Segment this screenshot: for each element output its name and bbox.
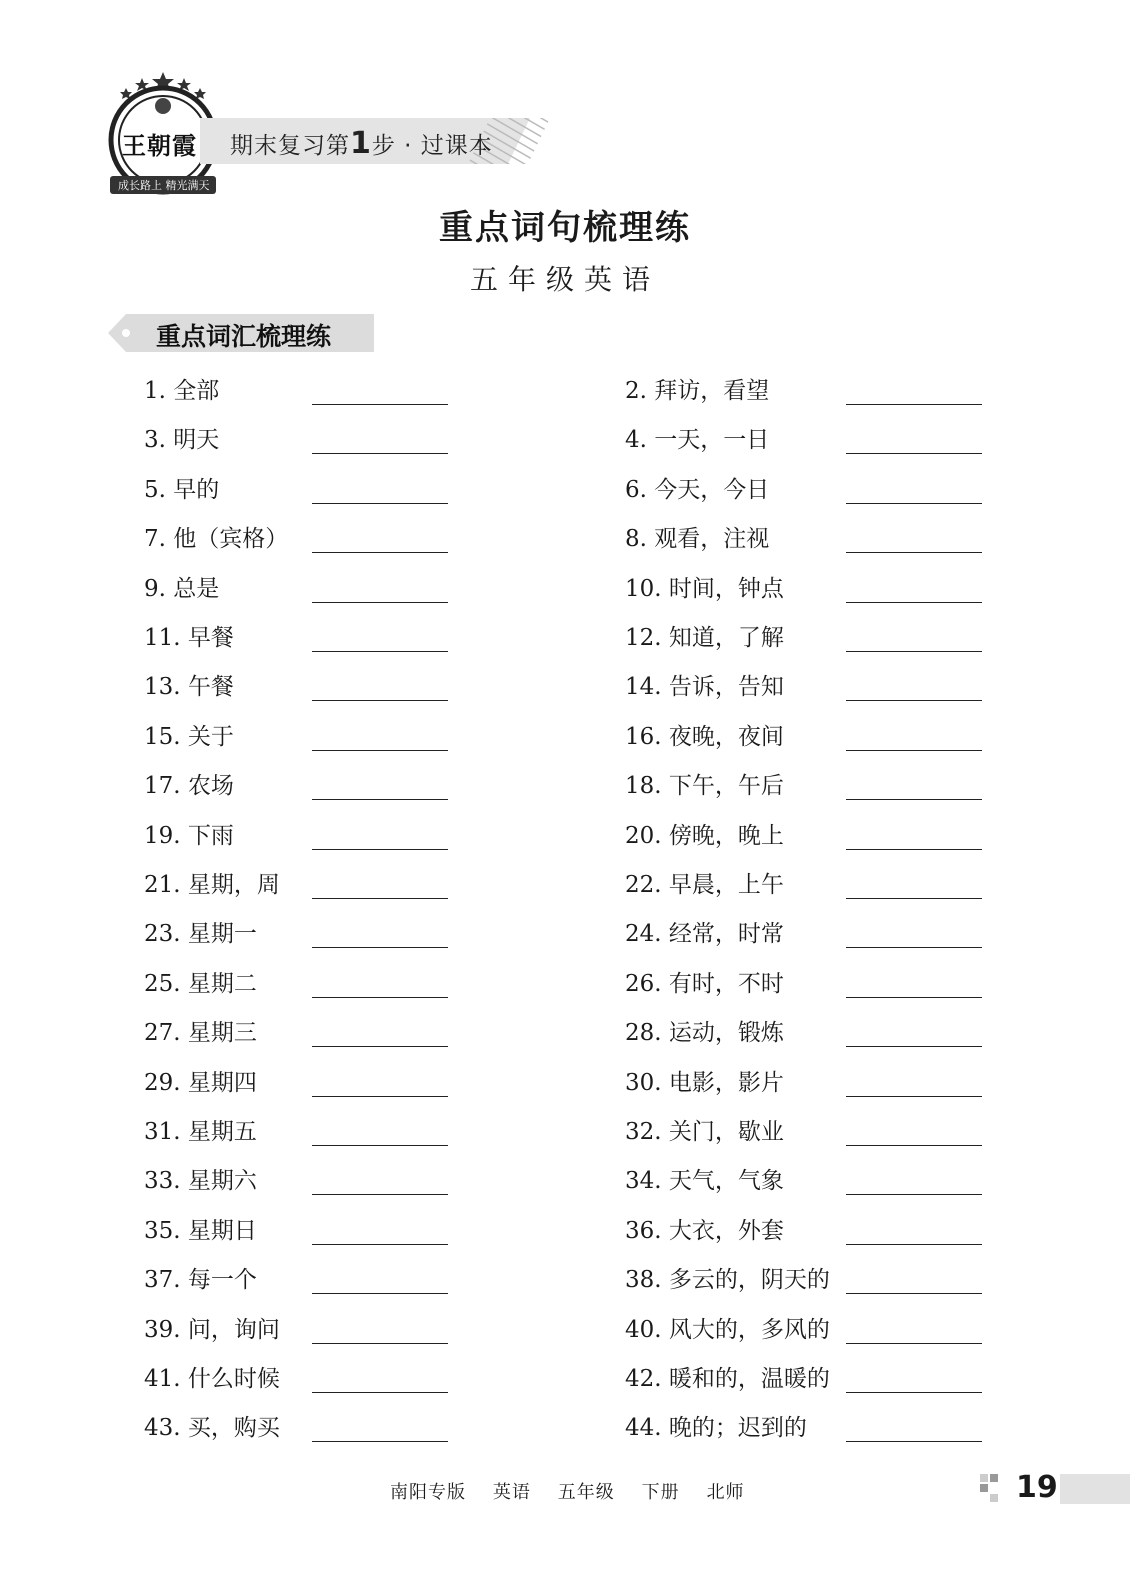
page-title: 重点词句梳理练 — [439, 208, 691, 248]
answer-blank[interactable] — [312, 898, 448, 899]
vocab-item — [144, 1008, 504, 1048]
vocab-label: 19. 下雨 — [144, 822, 234, 849]
vocab-label: 42. 暖和的，温暖的 — [625, 1366, 830, 1392]
vocab-label: 9. 总是 — [144, 575, 220, 602]
vocab-label: 38. 多云的，阴天的 — [625, 1267, 830, 1294]
answer-blank[interactable] — [846, 651, 982, 652]
answer-blank[interactable] — [846, 1244, 982, 1245]
vocab-label: 20. 傍晚，晚上 — [625, 822, 784, 849]
vocab-label: 39. 问，询问 — [144, 1316, 280, 1343]
answer-blank[interactable] — [846, 602, 982, 603]
answer-blank[interactable] — [312, 700, 448, 701]
answer-blank[interactable] — [312, 849, 448, 850]
section-title: 重点词汇梳理练 — [156, 322, 332, 351]
vocab-item — [144, 1058, 504, 1098]
vocab-item — [144, 613, 504, 653]
vocab-label: 31. 星期五 — [144, 1119, 257, 1145]
section-tag — [108, 312, 374, 354]
vocab-label: 24. 经常，时常 — [625, 921, 784, 948]
vocab-label: 44. 晚的；迟到的 — [625, 1415, 807, 1442]
page-subtitle: 五年级英语 — [469, 263, 660, 296]
vocab-item — [625, 1255, 985, 1295]
vocab-item — [625, 1354, 985, 1394]
vocab-label: 35. 星期日 — [144, 1217, 257, 1244]
vocab-label: 36. 大衣，外套 — [625, 1217, 784, 1244]
answer-blank[interactable] — [312, 1293, 448, 1294]
vocab-label: 12. 知道，了解 — [625, 625, 784, 651]
vocab-item — [625, 662, 985, 702]
vocab-label: 30. 电影，影片 — [625, 1069, 784, 1096]
vocab-item — [144, 564, 504, 604]
vocab-item — [144, 366, 504, 406]
vocab-item — [144, 465, 504, 505]
vocab-item — [625, 860, 985, 900]
vocab-item — [625, 959, 985, 999]
answer-blank[interactable] — [846, 404, 982, 405]
answer-blank[interactable] — [846, 700, 982, 701]
vocab-item — [144, 662, 504, 702]
answer-blank[interactable] — [846, 1046, 982, 1047]
vocab-label: 14. 告诉，告知 — [625, 674, 784, 701]
vocab-item — [144, 1156, 504, 1196]
answer-blank[interactable] — [312, 503, 448, 504]
vocab-label: 40. 风大的，多风的 — [625, 1316, 830, 1343]
answer-blank[interactable] — [846, 898, 982, 899]
vocab-label: 7. 他（宾格） — [144, 526, 289, 553]
answer-blank[interactable] — [312, 799, 448, 800]
vocab-label: 13. 午餐 — [144, 674, 234, 701]
answer-blank[interactable] — [312, 750, 448, 751]
logo-caption: 成长路上 精光满天 — [118, 179, 210, 192]
answer-blank[interactable] — [312, 947, 448, 948]
vocab-item — [625, 1008, 985, 1048]
header-banner — [200, 116, 550, 166]
vocab-label: 16. 夜晚，夜间 — [625, 723, 784, 750]
footer-grade: 五年级 — [557, 1482, 615, 1503]
page-number: 19 — [1016, 1470, 1058, 1505]
vocab-item — [144, 1305, 504, 1345]
vocab-label: 17. 农场 — [144, 773, 234, 800]
vocab-item — [144, 415, 504, 455]
vocab-label: 26. 有时，不时 — [625, 970, 784, 997]
vocab-item — [144, 860, 504, 900]
answer-blank[interactable] — [846, 1293, 982, 1294]
vocab-label: 37. 每一个 — [144, 1267, 257, 1294]
vocab-label: 25. 星期二 — [144, 970, 257, 997]
logo-name: 王朝霞 — [122, 132, 197, 160]
answer-blank[interactable] — [312, 1392, 448, 1393]
vocab-label: 11. 早餐 — [144, 625, 234, 651]
footer-subject: 英语 — [492, 1482, 531, 1503]
vocab-label: 21. 星期，周 — [144, 872, 280, 898]
vocab-item — [625, 564, 985, 604]
answer-blank[interactable] — [312, 1194, 448, 1195]
answer-blank[interactable] — [312, 404, 448, 405]
banner-prefix: 期末复习第 — [230, 133, 350, 159]
answer-blank[interactable] — [846, 1096, 982, 1097]
vocab-label: 5. 早的 — [144, 476, 220, 503]
answer-blank[interactable] — [312, 1046, 448, 1047]
answer-blank[interactable] — [312, 1244, 448, 1245]
vocab-label: 41. 什么时候 — [144, 1366, 280, 1392]
vocab-label: 28. 运动，锻炼 — [625, 1020, 784, 1047]
footer-publisher: 北师 — [706, 1482, 745, 1503]
vocab-item — [625, 1156, 985, 1196]
answer-blank[interactable] — [312, 552, 448, 553]
vocab-item — [625, 1107, 985, 1147]
vocab-label: 8. 观看，注视 — [625, 526, 770, 553]
vocab-item — [625, 811, 985, 851]
vocab-item — [144, 909, 504, 949]
answer-blank[interactable] — [312, 453, 448, 454]
answer-blank[interactable] — [846, 552, 982, 553]
answer-blank[interactable] — [846, 947, 982, 948]
answer-blank[interactable] — [312, 651, 448, 652]
footer-info — [390, 1478, 745, 1504]
answer-blank[interactable] — [312, 602, 448, 603]
answer-blank[interactable] — [846, 453, 982, 454]
vocab-item — [144, 1107, 504, 1147]
vocab-item — [144, 761, 504, 801]
vocab-label: 29. 星期四 — [144, 1069, 257, 1096]
vocab-item — [625, 366, 985, 406]
vocab-item — [625, 1206, 985, 1246]
banner-title — [230, 126, 493, 161]
footer-edition: 南阳专版 — [390, 1482, 466, 1503]
answer-blank[interactable] — [846, 503, 982, 504]
vocab-item — [625, 909, 985, 949]
vocab-item — [625, 514, 985, 554]
vocab-label: 1. 全部 — [144, 378, 220, 404]
vocab-item — [625, 712, 985, 752]
answer-blank[interactable] — [312, 997, 448, 998]
answer-blank[interactable] — [846, 1145, 982, 1146]
vocab-label: 33. 星期六 — [144, 1168, 257, 1195]
vocab-item — [144, 1354, 504, 1394]
vocab-item — [144, 1403, 504, 1443]
vocab-item — [144, 712, 504, 752]
answer-blank[interactable] — [846, 750, 982, 751]
vocab-label: 4. 一天，一日 — [625, 427, 770, 454]
vocab-label: 18. 下午，午后 — [625, 773, 784, 800]
vocab-item — [144, 1255, 504, 1295]
vocab-label: 10. 时间，钟点 — [625, 575, 784, 602]
answer-blank[interactable] — [846, 997, 982, 998]
vocab-item — [625, 761, 985, 801]
vocab-label: 6. 今天，今日 — [625, 476, 770, 503]
vocab-label: 22. 早晨，上午 — [625, 872, 784, 898]
answer-blank[interactable] — [312, 1145, 448, 1146]
vocab-label: 15. 关于 — [144, 723, 234, 750]
vocab-item — [625, 465, 985, 505]
banner-suffix: 步 · 过课本 — [371, 133, 493, 159]
answer-blank[interactable] — [312, 1096, 448, 1097]
vocab-label: 2. 拜访，看望 — [625, 378, 770, 404]
vocab-item — [144, 1206, 504, 1246]
vocab-label: 23. 星期一 — [144, 921, 257, 948]
answer-blank[interactable] — [846, 1441, 982, 1442]
vocab-item — [144, 811, 504, 851]
answer-blank[interactable] — [312, 1343, 448, 1344]
vocab-item — [625, 1403, 985, 1443]
answer-blank[interactable] — [312, 1441, 448, 1442]
answer-blank[interactable] — [846, 1343, 982, 1344]
vocab-label: 34. 天气，气象 — [625, 1168, 784, 1195]
vocab-item — [144, 514, 504, 554]
vocab-item — [625, 1058, 985, 1098]
answer-blank[interactable] — [846, 799, 982, 800]
vocab-label: 3. 明天 — [144, 427, 220, 454]
vocab-label: 27. 星期三 — [144, 1020, 257, 1047]
answer-blank[interactable] — [846, 1392, 982, 1393]
vocab-label: 32. 关门，歇业 — [625, 1119, 784, 1145]
vocab-item — [144, 959, 504, 999]
answer-blank[interactable] — [846, 849, 982, 850]
vocab-item — [625, 1305, 985, 1345]
footer-volume: 下册 — [641, 1482, 680, 1503]
vocab-item — [625, 613, 985, 653]
vocab-item — [625, 415, 985, 455]
answer-blank[interactable] — [846, 1194, 982, 1195]
vocab-label: 43. 买，购买 — [144, 1415, 280, 1442]
banner-step-number: 1 — [350, 126, 372, 161]
